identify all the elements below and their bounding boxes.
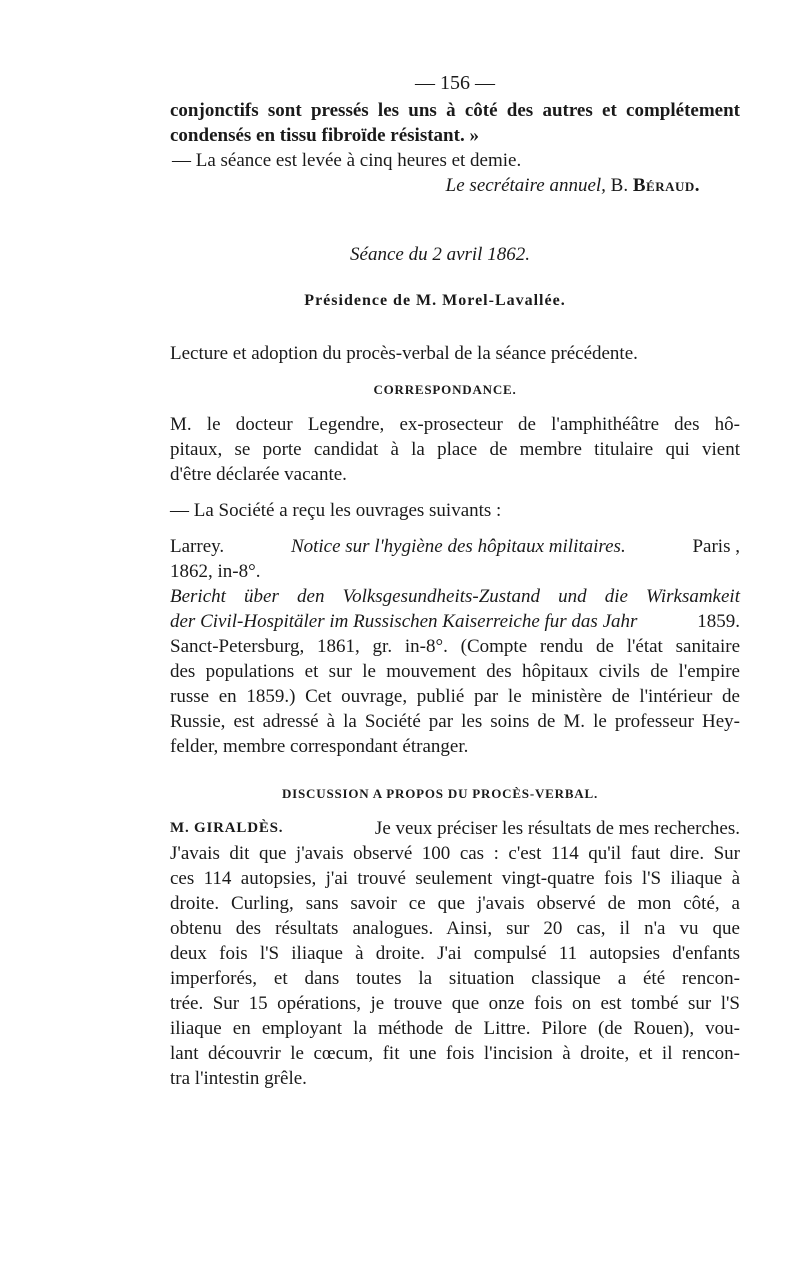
para-line: pitaux, se porte candidat à la place de membre titulaire qui vient [170,439,740,460]
signature-role: Le secrétaire annuel, [445,175,606,196]
giraldes-line [170,816,740,841]
presidence: Présidence de M. Morel-Lavallée. [304,292,566,309]
larrey-line [170,534,740,559]
bericht-line: felder, membre correspondant étranger. [170,736,469,757]
speaker-name: M. GIRALDÈS. [170,820,284,836]
giraldes-line: imperforés, et dans toutes la situation classique a été rencon- [170,968,740,989]
bericht-line: Sanct-Petersburg, 1861, gr. in-8°. (Compte rendu de l'état sanitaire [170,636,740,657]
para-line: conjonctifs sont pressés les uns à côté des autres et complétement [170,100,740,121]
giraldes-line: trée. Sur 15 opérations, je trouve que onze fois on est tombé sur l'S [170,993,740,1014]
discussion-heading: DISCUSSION A PROPOS DU PROCÈS-VERBAL. [281,786,598,801]
signature-name: Béraud. [632,175,700,196]
giraldes-text: Je veux préciser les résultats de mes recherches. [374,818,740,839]
giraldes-line: droite. Curling, sans savoir ce que j'avais observé de mon côté, a [170,893,740,914]
giraldes-line: iliaque en employant la méthode de Littre. Pilore (de Rouen), vou- [170,1018,740,1039]
giraldes-line: ces 114 autopsies, j'ai trouvé seulement vingt-quatre fois l'S iliaque à [170,868,740,889]
larrey-year: 1862, in-8°. [170,561,261,582]
bericht-title-cont: der Civil-Hospitäler im Russischen Kaiserreiche fur das Jahr [170,611,638,632]
bericht-line: russe en 1859.) Cet ouvrage, publié par le ministère de l'intérieur de [170,686,740,707]
bericht-year: 1859. [697,611,740,632]
para-line: condensés en tissu fibroïde résistant. » [170,125,479,146]
giraldes-line: tra l'intestin grêle. [170,1068,307,1089]
giraldes-line: J'avais dit que j'avais observé 100 cas : c'est 114 qu'il faut dire. Sur [170,843,740,864]
signature-initial: B. [610,175,629,196]
seance-title: Séance du 2 avril 1862. [350,244,530,265]
larrey-title: Notice sur l'hygiène des hôpitaux militaires. [290,536,626,557]
signature [170,173,740,198]
bericht-line: Russie, est adressé à la Société par les soins de M. le professeur Hey- [170,711,740,732]
page-number: — 156 — [415,72,495,94]
larrey-place: Paris , [692,536,740,557]
bericht-line [170,609,740,634]
lecture: Lecture et adoption du procès-verbal de la séance précédente. [170,343,638,364]
larrey-author: Larrey. [170,536,225,557]
bericht-line: Bericht über den Volksgesundheits-Zustand und die Wirksamkeit [170,586,740,607]
bericht-line: des populations et sur le mouvement des hôpitaux civils de l'empire [170,661,740,682]
document-page [170,70,740,1091]
ouvrages-line: — La Société a reçu les ouvrages suivants : [170,500,502,521]
para-line: M. le docteur Legendre, ex-prosecteur de l'amphithéâtre des hô- [170,414,740,435]
session-closed: — La séance est levée à cinq heures et demie. [172,150,522,171]
giraldes-line: obtenu des résultats analogues. Ainsi, sur 20 cas, il n'a vu que [170,918,740,939]
giraldes-line: deux fois l'S iliaque à droite. J'ai compulsé 11 autopsies d'enfants [170,943,740,964]
giraldes-line: lant découvrir le cœcum, fit une fois l'incision à droite, et il rencon- [170,1043,740,1064]
correspondance-heading: CORRESPONDANCE. [373,382,517,397]
para-line: d'être déclarée vacante. [170,464,347,485]
